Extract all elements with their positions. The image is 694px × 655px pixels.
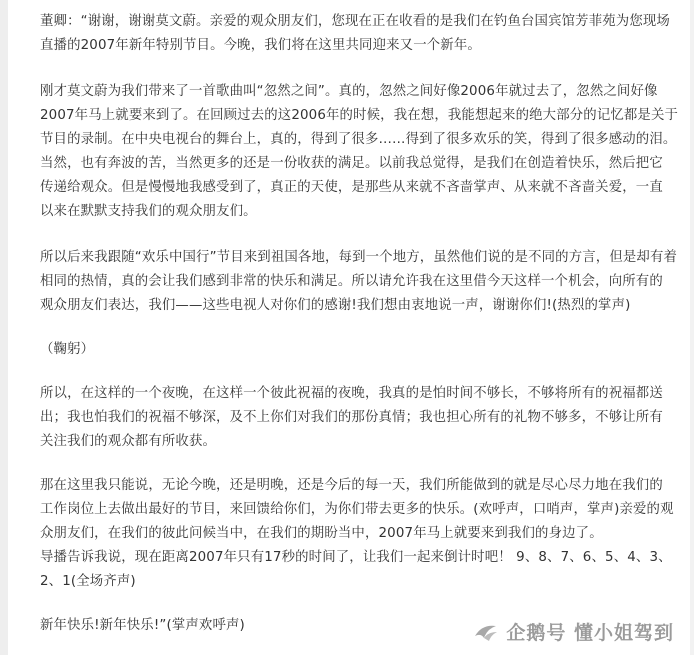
paragraph-blessing: 所以，在这样的一个夜晚，在这样一个彼此祝福的夜晚，我真的是怕时间不够长，不够将所有的祝福都送 出；我也怕我们的祝福不够深，及不上你们对我们的那份真情；我也担心所有的礼物不够多，不够让所有 关注我们的观众都有所收获。: [40, 386, 663, 449]
watermark: [468, 616, 678, 647]
paragraph-reflection: 刚才莫文蔚为我们带来了一首歌曲叫“忽然之间”。真的，忽然之间好像2006年就过去了，忽然之间好像 2007年马上就要来到了。在回顾过去的这2006年的时候，我在想，我能想起来的绝大部分的记忆都是关于 节目的录制。在中央电视台的舞台上，真的，得到了很多……得到了很多欢乐的笑，得到了很多感动的泪。 当然，也有奔波的苦，当然更多的还是一份收获的满足。以前我总觉得，是我们在创造着快乐，然后把它 传递给观众。但是慢慢地我感受到了，真正的天使，是那些从来就不吝啬掌声、从来就不吝啬关爱，一直 以来在默默支持我们的观众朋友们。: [40, 84, 679, 219]
penguin-logo-icon: [472, 620, 500, 644]
paragraph-countdown: 那在这里我只能说，无论今晚，还是明晚，还是今后的每一天，我们所能做到的就是尽心尽力地在我们的 工作岗位上去做出最好的节目，来回馈给你们，为你们带去更多的快乐。(欢呼声，口哨声，掌声)亲爱的观 众朋友们，在我们的彼此问候当中，在我们的期盼当中，2007年马上就要来到我们的身边了。 导播告诉我说，现在距离2007年只有17秒的时间了，让我们一起来倒计时吧！ 9、8、7、6、5、4、3、 2、1(全场齐声): [40, 478, 674, 589]
paragraph-thanks: 所以后来我跟随“欢乐中国行”节目来到祖国各地，每到一个地方，虽然他们说的是不同的方言，但是却有着 相同的热情，真的会让我们感到非常的快乐和满足。所以请允许我在这里借今天这样一个机会，向所有的 观众朋友们表达，我们——这些电视人对你们的感谢!我们想由衷地说一声，谢谢你们!(热烈的掌声): [40, 250, 678, 313]
paragraph-bow: （鞠躬）: [40, 342, 95, 357]
paragraph-opening: 董卿：“谢谢，谢谢莫文蔚。亲爱的观众朋友们，您现在正在收看的是我们在钓鱼台国宾馆芳菲苑为您现场 直播的2007年新年特别节目。今晚，我们将在这里共同迎来又一个新年。: [40, 14, 670, 53]
article-body: [40, 10, 690, 638]
paragraph-new-year: 新年快乐!新年快乐!”(掌声欢呼声): [40, 618, 245, 633]
watermark-text: 企鹅号 懂小姐驾到: [506, 622, 674, 644]
